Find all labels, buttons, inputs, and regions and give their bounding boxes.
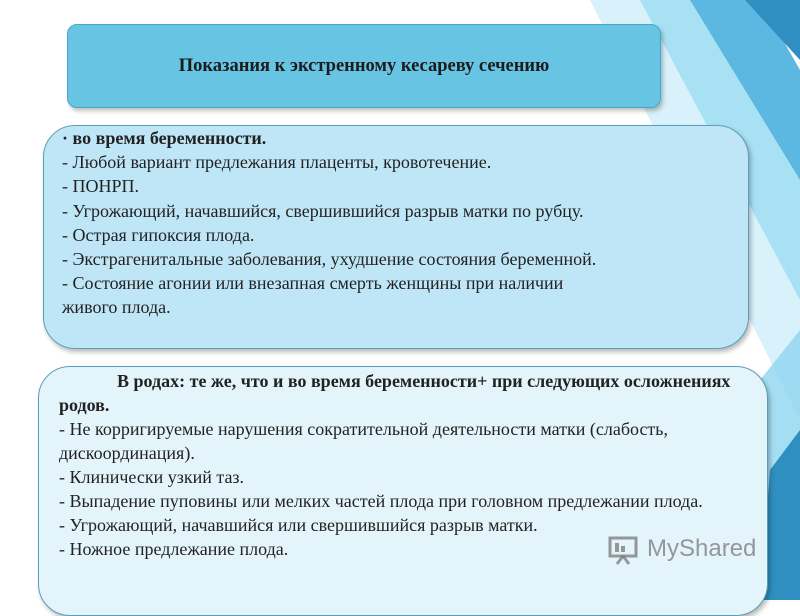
list-item: - Экстрагенитальные заболевания, ухудшение состояния беременной. [62, 249, 597, 270]
watermark-text: MyShared [647, 535, 757, 562]
list-item: - Угрожающий, начавшийся или свершившийся разрыв матки. [59, 515, 538, 535]
labor-indications-card [38, 366, 768, 616]
section-heading: · во время беременности. [62, 128, 267, 148]
list-item: - ПОНРП. [62, 176, 140, 197]
list-item: - Ножное предлежание плода. [59, 539, 289, 559]
pregnancy-indications-card [43, 125, 749, 349]
list-item: живого плода. [62, 297, 171, 318]
list-item: - Любой вариант предлежания плаценты, кровотечение. [62, 152, 492, 173]
list-item: - Не корригируемые нарушения сократительной деятельности матки (слабость, дискоординация). [59, 419, 669, 463]
list-item: - Угрожающий, начавшийся, свершившийся разрыв матки по рубцу. [62, 200, 584, 221]
watermark [607, 532, 756, 566]
list-item: - Острая гипоксия плода. [62, 224, 255, 245]
section-heading: В родах: те же, что и во время беременности+ при следующих осложнениях родов. [59, 371, 731, 415]
presentation-screen-icon [607, 532, 641, 566]
page-title: Показания к экстренному кесареву сечению [178, 55, 550, 76]
list-item: - Выпадение пуповины или мелких частей плода при головном предлежании плода. [59, 491, 703, 511]
title-box [67, 24, 661, 108]
list-item: - Состояние агонии или внезапная смерть женщины при наличии [62, 273, 564, 294]
list-item: - Клинически узкий таз. [59, 467, 245, 487]
